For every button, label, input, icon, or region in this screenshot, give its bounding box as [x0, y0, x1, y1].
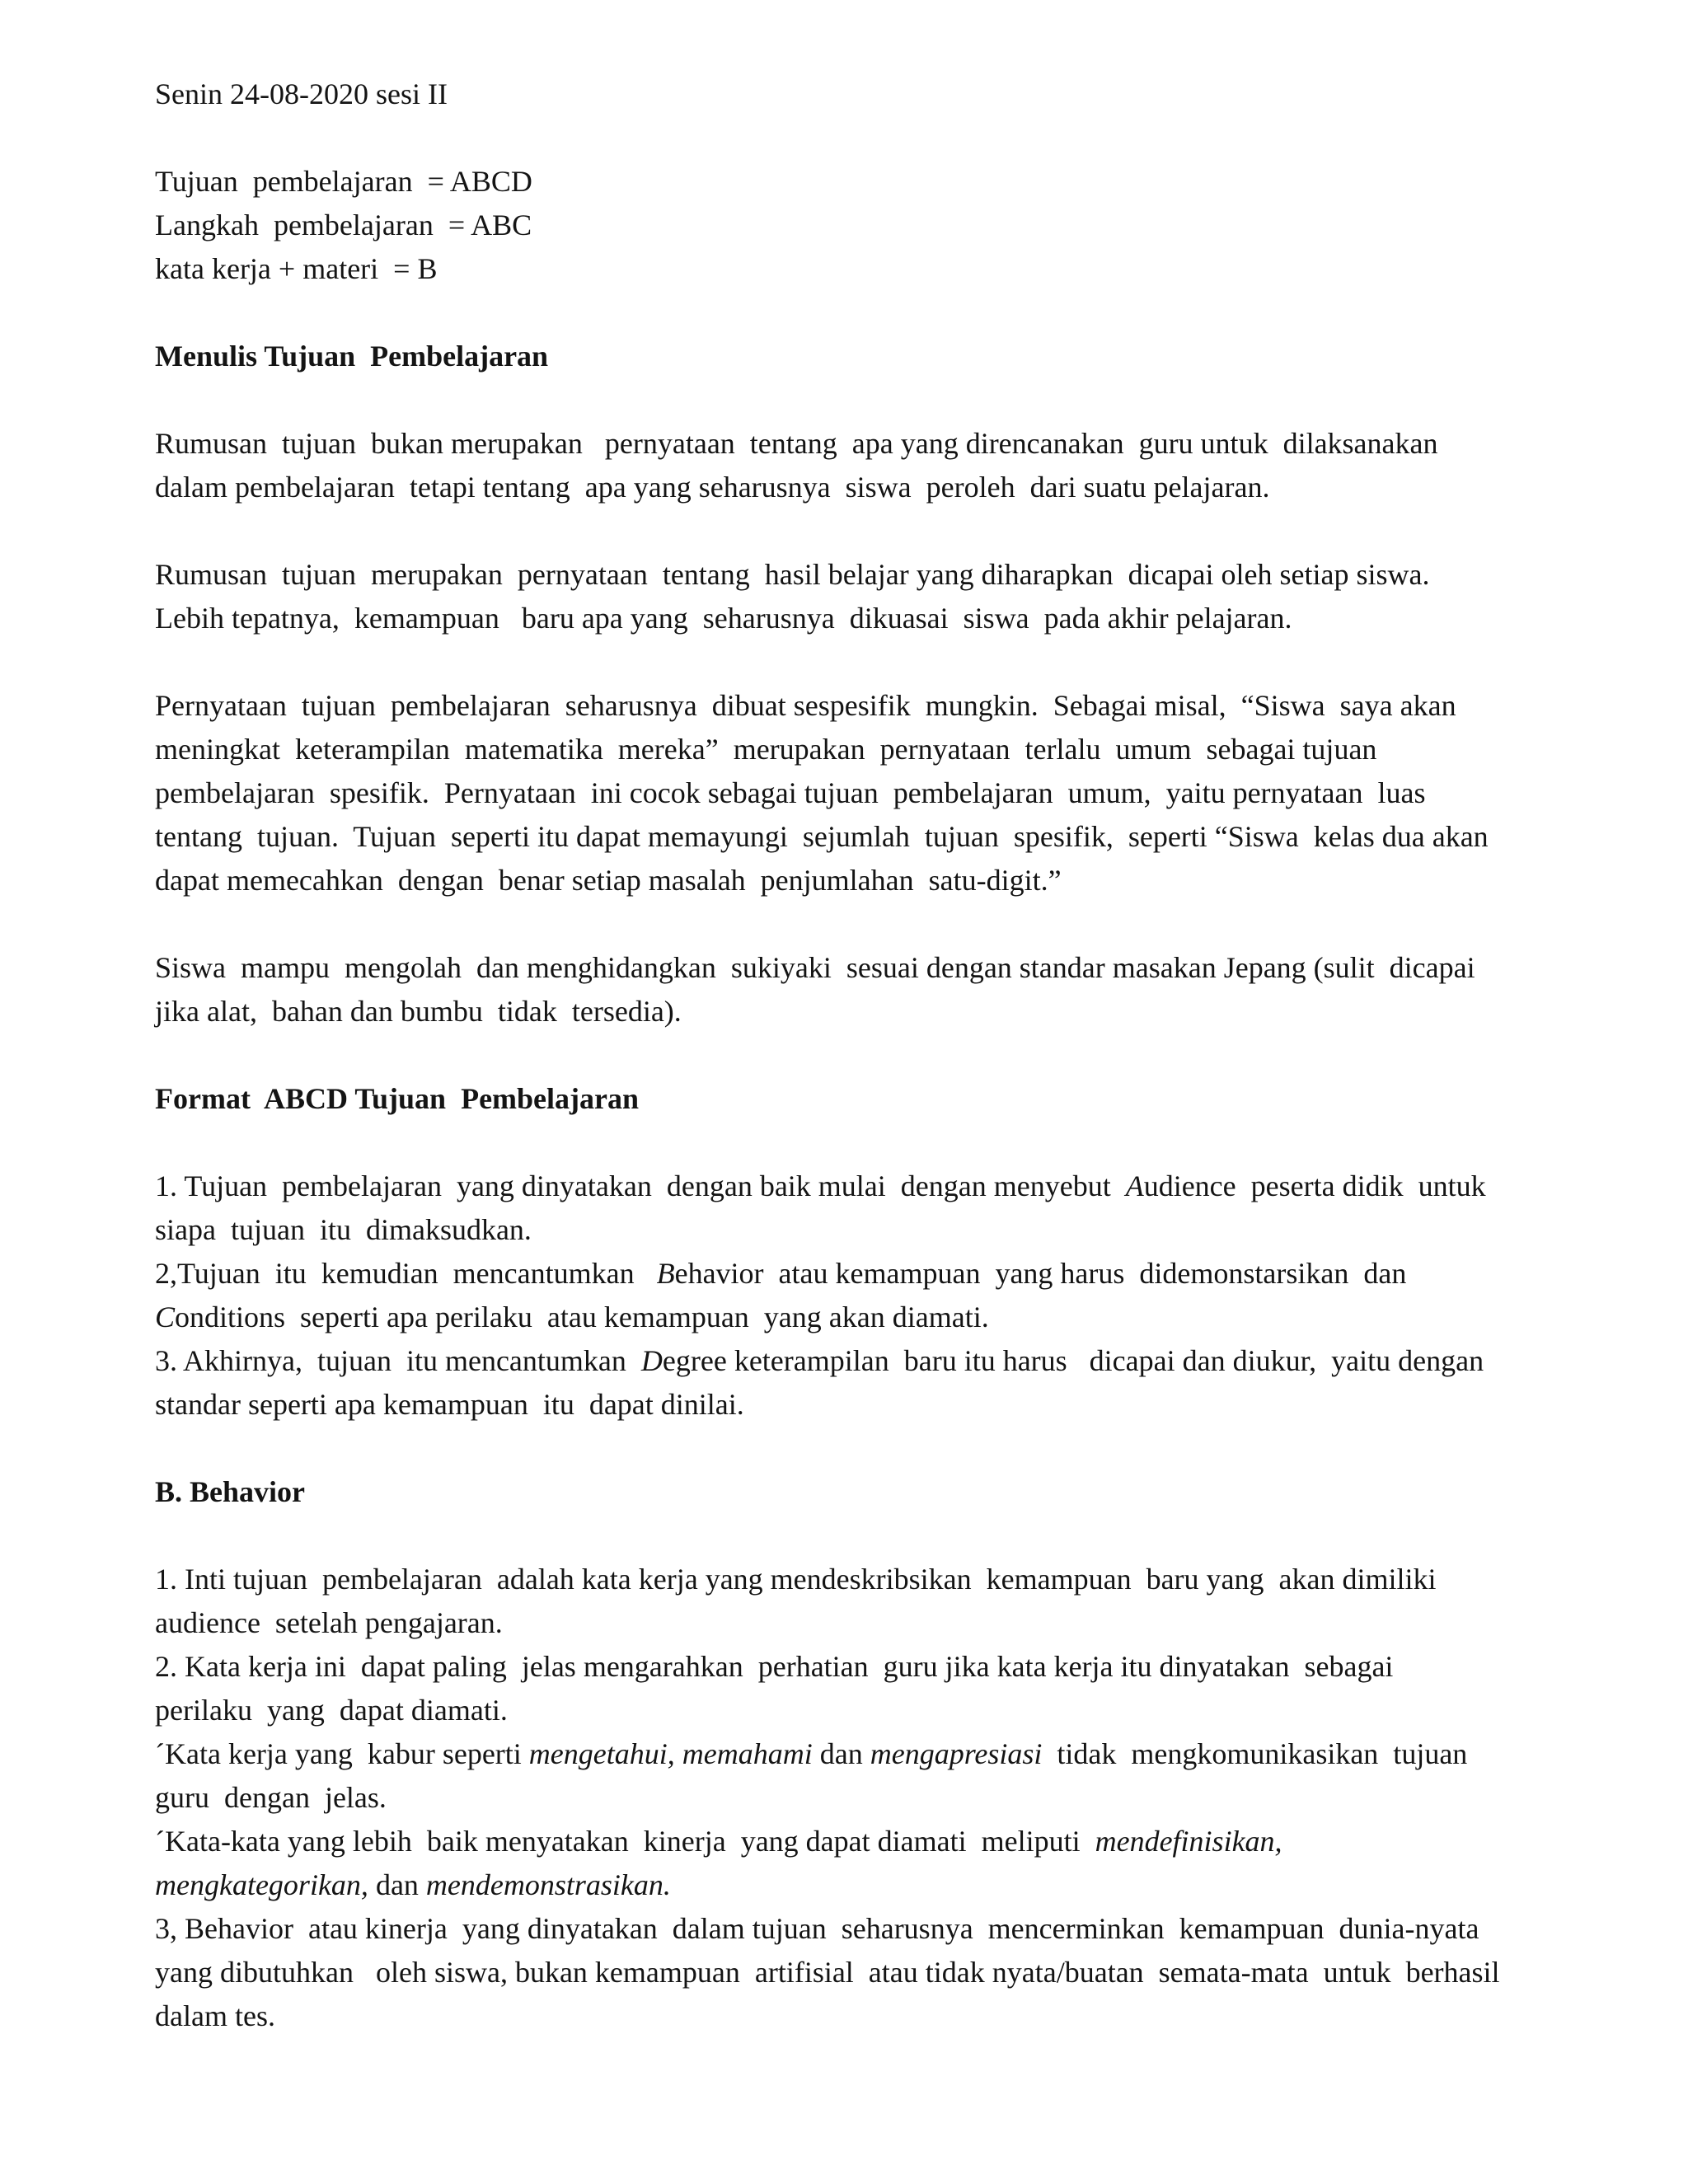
italic-term: mengapresiasi: [870, 1737, 1043, 1770]
paragraph-line: [155, 1296, 1622, 1339]
paragraph-line: standar seperti apa kemampuan itu dapat dinilai.: [155, 1388, 744, 1421]
italic-term: mendemonstrasikan.: [425, 1868, 671, 1901]
section-heading-format-abcd: Format ABCD Tujuan Pembelajaran: [155, 1082, 640, 1115]
section-heading-menulis: Menulis Tujuan Pembelajaran: [155, 340, 549, 373]
paragraph-line: [155, 1863, 1622, 1907]
paragraph-line: audience setelah pengajaran.: [155, 1606, 503, 1639]
paragraph-line: yang dibutuhkan oleh siswa, bukan kemampuan artifisial atau tidak nyata/buatan semata-mata untuk berhasil: [155, 1956, 1500, 1989]
text-span: udience peserta didik untuk: [1143, 1169, 1486, 1202]
emphasis-letter: C: [155, 1301, 176, 1333]
paragraph-line: 2. Kata kerja ini dapat paling jelas mengarahkan perhatian guru jika kata kerja itu dinyatakan sebagai: [155, 1650, 1394, 1683]
document-page: [155, 73, 1622, 2038]
paragraph-line: meningkat keterampilan matematika mereka” merupakan pernyataan terlalu umum sebagai tujuan: [155, 733, 1377, 766]
paragraph-line: Pernyataan tujuan pembelajaran seharusnya dibuat sespesifik mungkin. Sebagai misal, “Siswa saya akan: [155, 689, 1456, 722]
spacer: [155, 1121, 1622, 1165]
note-line: [155, 1820, 1622, 1863]
paragraph-line: 3, Behavior atau kinerja yang dinyatakan dalam tujuan seharusnya mencerminkan kemampuan dunia-nyata: [155, 1912, 1479, 1945]
paragraph-line: Rumusan tujuan bukan merupakan pernyataan tentang apa yang direncanakan guru untuk dilaksanakan: [155, 427, 1438, 460]
text-span: tidak mengkomunikasikan tujuan: [1042, 1737, 1468, 1770]
date-line: Senin 24-08-2020 sesi II: [155, 77, 448, 110]
paragraph-line: guru dengan jelas.: [155, 1781, 387, 1814]
list-item-degree: [155, 1339, 1622, 1383]
paragraph-line: 1. Inti tujuan pembelajaran adalah kata kerja yang mendeskribsikan kemampuan baru yang akan dimiliki: [155, 1563, 1437, 1596]
text-span: egree keterampilan baru itu harus dicapai dan diukur, yaitu dengan: [662, 1344, 1484, 1377]
list-item-audience: [155, 1165, 1622, 1208]
paragraph-line: siapa tujuan itu dimaksudkan.: [155, 1213, 532, 1246]
text-span: 3. Akhirnya, tujuan itu mencantumkan: [155, 1344, 641, 1377]
text-span: 2,Tujuan itu kemudian mencantumkan: [155, 1257, 657, 1290]
spacer: [155, 116, 1622, 160]
italic-term: mengetahui, memahami: [528, 1737, 813, 1770]
text-span: 1. Tujuan pembelajaran yang dinyatakan dengan baik mulai dengan menyebut: [155, 1169, 1126, 1202]
paragraph-line: dalam tes.: [155, 1999, 275, 2032]
emphasis-letter: D: [640, 1344, 663, 1377]
italic-term: mengkategorikan,: [155, 1868, 368, 1901]
formula-line: Langkah pembelajaran = ABC: [155, 209, 532, 241]
text-span: ´Kata-kata yang lebih baik menyatakan kinerja yang dapat diamati meliputi: [155, 1825, 1095, 1858]
paragraph-line: dalam pembelajaran tetapi tentang apa yang seharusnya siswa peroleh dari suatu pelajaran.: [155, 471, 1270, 504]
spacer: [155, 1514, 1622, 1558]
text-span: ehavior atau kemampuan yang harus didemonstarsikan dan: [674, 1257, 1407, 1290]
text-span: dan: [368, 1868, 426, 1901]
spacer: [155, 902, 1622, 946]
section-heading-behavior: B. Behavior: [155, 1475, 306, 1508]
text-span: ´Kata kerja yang kabur seperti: [155, 1737, 529, 1770]
spacer: [155, 1033, 1622, 1077]
paragraph-line: jika alat, bahan dan bumbu tidak tersedia).: [155, 995, 682, 1028]
paragraph-line: dapat memecahkan dengan benar setiap masalah penjumlahan satu-digit.”: [155, 864, 1062, 897]
paragraph-line: tentang tujuan. Tujuan seperti itu dapat memayungi sejumlah tujuan spesifik, seperti “Siswa kelas dua akan: [155, 820, 1489, 853]
paragraph-line: Lebih tepatnya, kemampuan baru apa yang seharusnya dikuasai siswa pada akhir pelajaran.: [155, 602, 1292, 635]
spacer: [155, 291, 1622, 335]
spacer: [155, 509, 1622, 553]
spacer: [155, 640, 1622, 684]
paragraph-line: Siswa mampu mengolah dan menghidangkan sukiyaki sesuai dengan standar masakan Jepang (sulit dicapai: [155, 951, 1475, 984]
formula-line: Tujuan pembelajaran = ABCD: [155, 165, 532, 198]
list-item-behavior: [155, 1252, 1622, 1296]
emphasis-letter: B: [656, 1257, 675, 1290]
note-line: [155, 1732, 1622, 1776]
text-span: onditions seperti apa perilaku atau kemampuan yang akan diamati.: [175, 1301, 989, 1333]
paragraph-line: Rumusan tujuan merupakan pernyataan tentang hasil belajar yang diharapkan dicapai oleh setiap siswa.: [155, 558, 1430, 591]
spacer: [155, 1427, 1622, 1470]
paragraph-line: perilaku yang dapat diamati.: [155, 1694, 508, 1727]
emphasis-letter: A: [1125, 1169, 1144, 1202]
formula-line: kata kerja + materi = B: [155, 252, 438, 285]
text-span: dan: [812, 1737, 870, 1770]
paragraph-line: pembelajaran spesifik. Pernyataan ini cocok sebagai tujuan pembelajaran umum, yaitu pernyataan luas: [155, 776, 1426, 809]
italic-term: mendefinisikan,: [1095, 1825, 1282, 1858]
spacer: [155, 378, 1622, 422]
